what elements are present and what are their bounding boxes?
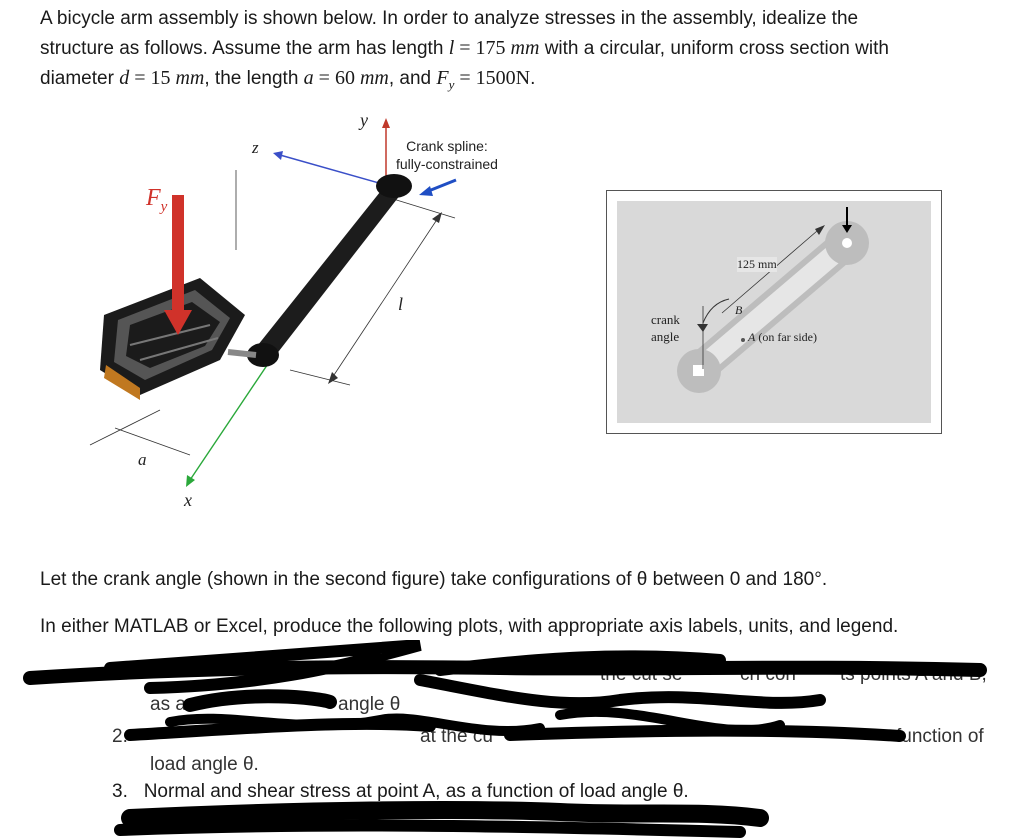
crank-arm-figure — [70, 110, 590, 520]
obscured-fragment-2: as a — [150, 694, 186, 715]
crank-angle-figure — [606, 190, 942, 434]
a-dimension-label: a — [138, 450, 147, 469]
intro-line-3: diameter d = 15 mm, the length a = 60 mm, and $F_y = 1500N$. — [40, 67, 536, 92]
z-axis-label: z — [252, 138, 259, 157]
a-dimension-line — [115, 428, 190, 455]
obscured-fragment-8: function of — [896, 726, 984, 747]
intro-line-2: structure as follows. Assume the arm has length l = 175 mm with a circular, uniform cross section with — [40, 37, 889, 59]
length-label: 125 mm — [737, 257, 777, 271]
crank-arm — [254, 182, 404, 360]
point-b-label: B — [735, 303, 743, 317]
force-label: $F_y$ — [146, 185, 168, 215]
obscured-fragment-3: angle θ — [338, 694, 401, 715]
point-a-label: A (on far side) — [748, 330, 817, 344]
z-axis-arrowhead — [273, 151, 283, 160]
x-axis-arrowhead — [186, 475, 195, 487]
obscured-fragment-9: load angle θ. — [150, 754, 259, 775]
y-axis-label: y — [360, 110, 368, 130]
plots-instruction-paragraph: In either MATLAB or Excel, produce the following plots, with appropriate axis labels, units, and legend. — [40, 616, 899, 637]
item-3: 3. Normal and shear stress at point A, as a function of load angle θ. — [112, 781, 689, 802]
pedal-spindle — [228, 352, 256, 355]
intro-line-1: A bicycle arm assembly is shown below. In order to analyze stresses in the assembly, idealize the — [40, 8, 859, 29]
spline-callout: Crank spline: fully-constrained — [396, 138, 498, 172]
obscured-fragment-4: the cut se — [600, 664, 683, 685]
obscured-fragment-6: 2. — [112, 726, 128, 747]
crank-angle-paragraph: Let the crank angle (shown in the second figure) take configurations of θ between 0 and 180°. — [40, 569, 828, 590]
obscured-fragment-7: at the cu — [420, 726, 493, 747]
x-axis-label: x — [184, 490, 192, 510]
crank-arm-drawing — [70, 110, 590, 520]
obscured-fragment-1: ts points A and B, — [840, 664, 987, 685]
y-axis-arrowhead — [382, 118, 390, 128]
force-arrow-shaft — [172, 195, 184, 313]
spline-boss — [376, 174, 412, 198]
crank-angle-label: crank angle — [651, 312, 680, 344]
z-axis-line — [280, 155, 386, 185]
obscured-fragment-5: ch con — [740, 664, 796, 685]
l-dimension-label: l — [398, 294, 404, 314]
